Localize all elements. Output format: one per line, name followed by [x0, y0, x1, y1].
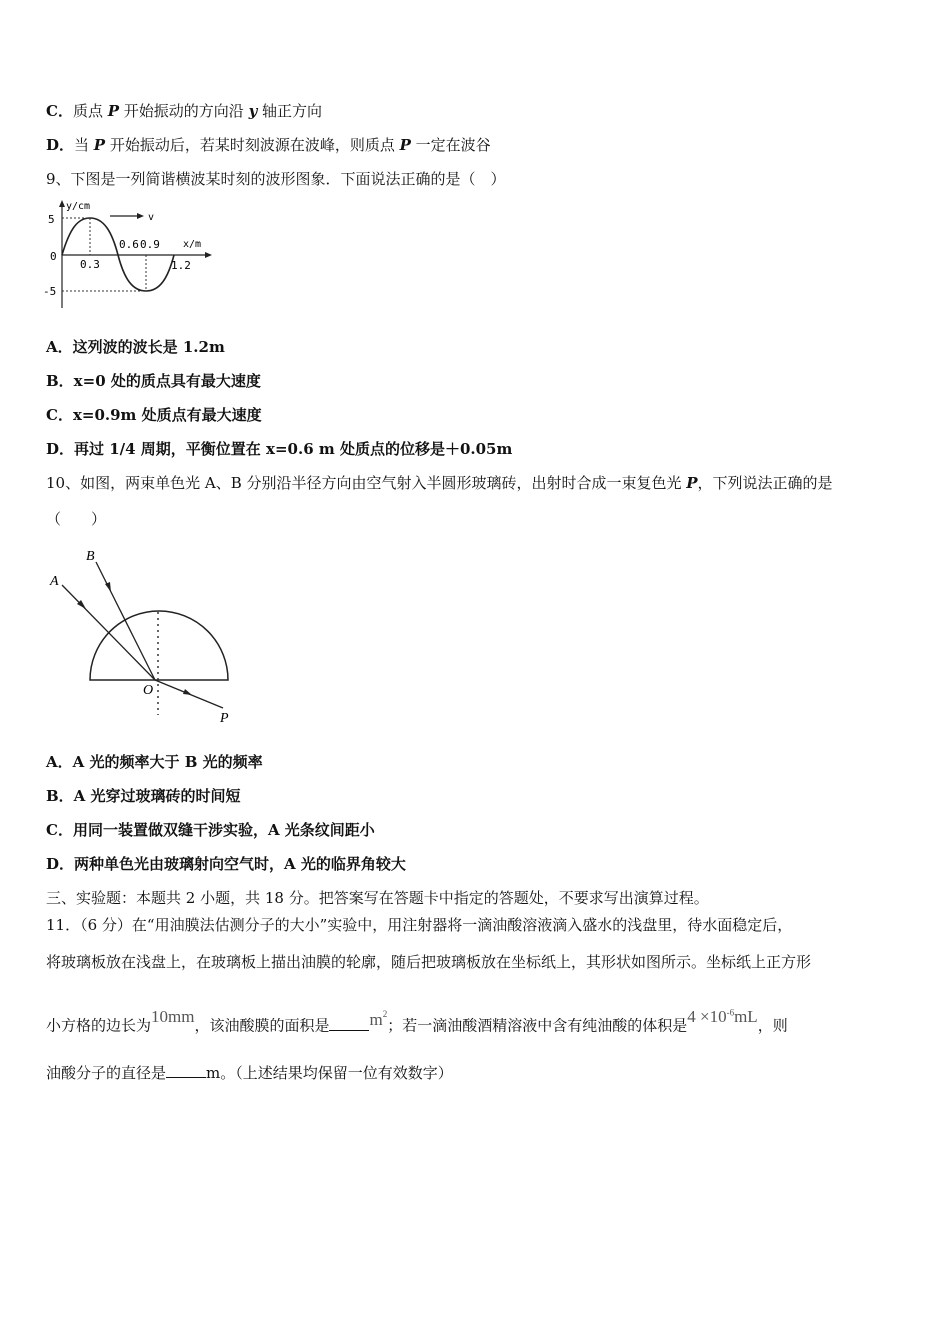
ray-a	[62, 585, 155, 680]
oil-volume: $4 \times 10^{-6}mL$	[687, 1006, 758, 1026]
answer-blank-diameter	[166, 1063, 206, 1078]
q9-stem: 9、下图是一列简谐横波某时刻的波形图象．下面说法正确的是（ ）	[46, 170, 506, 188]
q9-option-c: C．x=0.9m 处质点有最大速度	[46, 406, 262, 424]
label-a: A	[50, 574, 59, 589]
q11-line-2: 将玻璃板放在浅盘上，在玻璃板上描出油膜的轮廓，随后把玻璃板放在坐标纸上，其形状如图所示。坐标纸上正方形	[46, 953, 812, 971]
tick-zero: 0	[50, 250, 57, 263]
q11-line-3: 小方格的边长为10mm，该油酸膜的面积是 $m^2$；若一滴油酸酒精溶液中含有纯油酸的体积是$4 \times 10^{-6}mL$，则	[46, 1006, 788, 1035]
wave-graph	[40, 198, 215, 313]
q9-option-d: D．再过 1/4 周期，平衡位置在 x=0.6 m 处质点的位移是＋0.05m	[46, 440, 513, 458]
q11-line-4: 油酸分子的直径是 m。（上述结果均保留一位有效数字）	[46, 1064, 453, 1082]
ray-p-arrow-icon	[183, 689, 192, 695]
option-label: C．	[46, 102, 73, 120]
label-p: P	[220, 711, 229, 726]
option-label: D．	[46, 136, 75, 154]
section-heading: 三、实验题：本题共 2 小题，共 18 分。把答案写在答题卡中指定的答题处，不要求写出演算过程。	[46, 889, 709, 907]
ray-b-arrow-icon	[105, 582, 111, 592]
y-axis-arrow-icon	[59, 200, 65, 207]
tick-x03: 0.3	[80, 258, 100, 271]
tick-x06: 0.6	[119, 238, 139, 251]
q8-option-c: C．质点 P 开始振动的方向沿 y 轴正方向	[46, 102, 323, 120]
q10-option-d: D．两种单色光由玻璃射向空气时，A 光的临界角较大	[46, 855, 406, 873]
q10-answer-paren: （ ）	[46, 510, 107, 528]
label-o: O	[143, 683, 154, 698]
semicircle-prism-figure	[40, 540, 250, 730]
q8-option-d: D．当 P 开始振动后，若某时刻波源在波峰，则质点 P 一定在波谷	[46, 136, 491, 154]
tick-x09: 0.9	[140, 238, 160, 251]
velocity-label: v	[148, 212, 155, 223]
q10-stem: 10、如图，两束单色光 A、B 分别沿半径方向由空气射入半圆形玻璃砖，出射时合成一束复色光 P，下列说法正确的是	[46, 474, 833, 492]
q10-option-b: B．A 光穿过玻璃砖的时间短	[46, 787, 241, 805]
tick-pos: 5	[48, 213, 55, 226]
label-b: B	[86, 549, 95, 564]
tick-x12: 1.2	[171, 259, 191, 272]
ray-b	[96, 562, 155, 680]
x-axis-arrow-icon	[205, 252, 212, 258]
q10-option-c: C．用同一装置做双缝干涉实验，A 光条纹间距小	[46, 821, 375, 839]
semicircle-glass	[90, 611, 228, 680]
q10-option-a: A．A 光的频率大于 B 光的频率	[46, 753, 263, 771]
side-length: 10mm	[151, 1006, 195, 1026]
q11-line-1: 11．（6 分）在“用油膜法估测分子的大小”实验中，用注射器将一滴油酸溶液滴入盛水的浅盘里，待水面稳定后，	[46, 916, 793, 934]
y-axis-label: y/cm	[66, 201, 91, 212]
q9-option-b: B．x=0 处的质点具有最大速度	[46, 372, 261, 390]
answer-blank-area	[329, 1016, 369, 1031]
velocity-arrow-icon	[137, 213, 144, 219]
x-axis-label: x/m	[183, 239, 202, 250]
tick-neg: -5	[43, 285, 57, 298]
q9-option-a: A．这列波的波长是 1.2m	[46, 338, 225, 356]
